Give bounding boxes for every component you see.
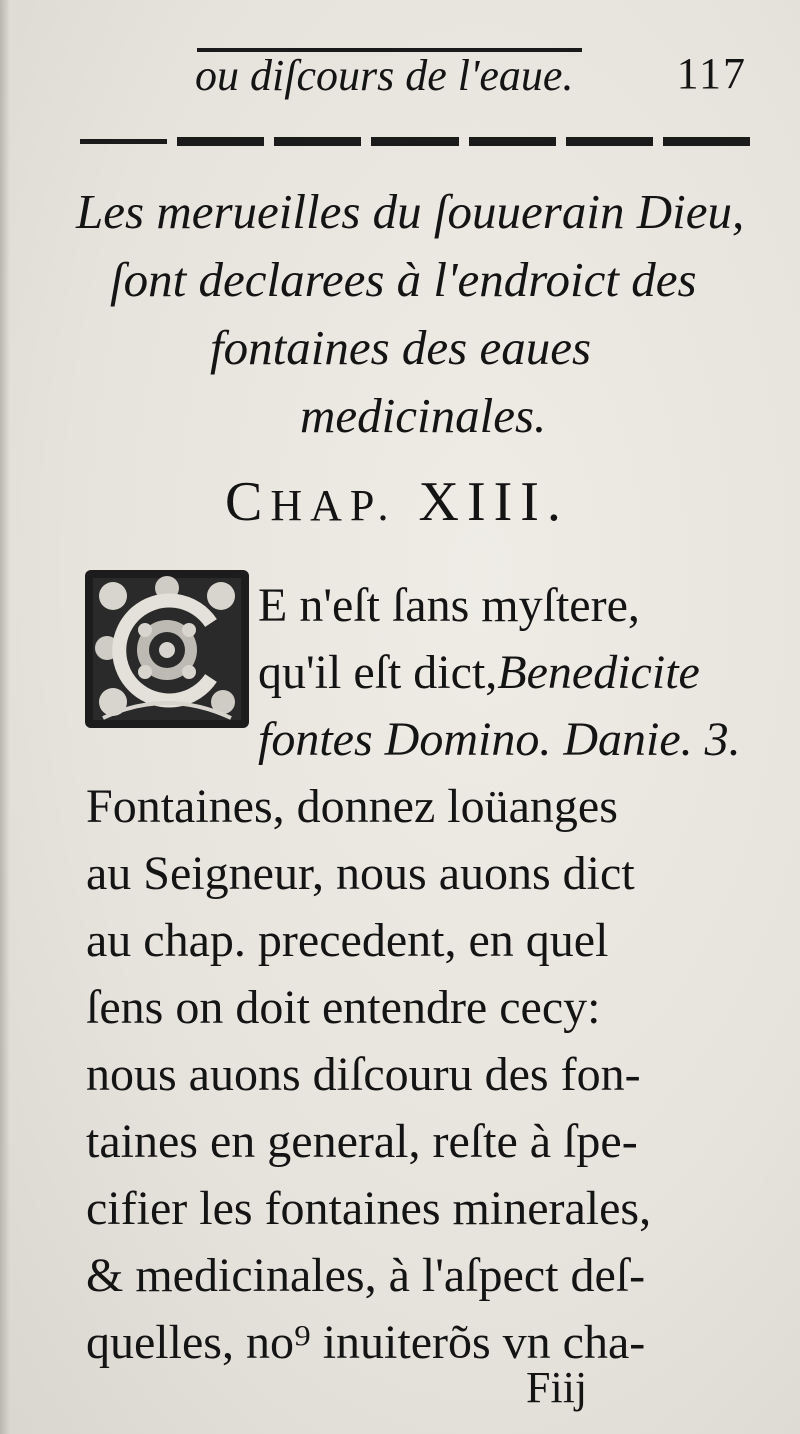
text-line: ſens on doit entendre cecy: [86,981,601,1034]
text-line: cifier les fontaines minerales, [86,1182,652,1235]
running-title: ou diſcours de l'eaue. [195,51,574,100]
heading-line: Les merueilles du ſouuerain Dieu, [76,184,745,239]
text-line: E n'eſt ſans myſtere, [258,579,640,632]
text-line: quelles, no⁹ inuiterõs vn cha- [86,1316,646,1369]
chapter-number [225,470,569,534]
heading-line: medicinales. [300,388,547,443]
running-head [195,44,755,114]
chapter-label-initial: C [225,471,271,533]
text-italic: Benedicite [497,646,700,699]
page-edge-shadow [0,0,10,1434]
text-line: fontes Domino. Danie. 3. [258,713,741,766]
chapter-label-rest: HAP. [270,481,397,530]
chapter-roman-numeral: XIII. [418,471,569,533]
header-rule [80,137,750,147]
page-number: 117 [676,49,747,98]
catchword: Fiij [526,1363,588,1412]
text-line: au chap. precedent, en quel [86,914,609,967]
text-line [86,639,776,706]
text-roman: qu'il eſt dict, [258,646,498,699]
text-line: taines en general, reſte à ſpe- [86,1115,638,1168]
text-line: nous auons diſcouru des fon- [86,1048,641,1101]
text-line: & medicinales, à l'aſpect deſ- [86,1249,646,1302]
chapter-body [86,572,776,1376]
text-line: Fontaines, donnez loüanges [86,780,618,833]
text-line: au Seigneur, nous auons dict [86,847,635,900]
chapter-heading [70,178,770,450]
heading-line: ſont declarees à l'endroict des [110,252,697,307]
heading-line: fontaines des eaues [210,320,592,375]
